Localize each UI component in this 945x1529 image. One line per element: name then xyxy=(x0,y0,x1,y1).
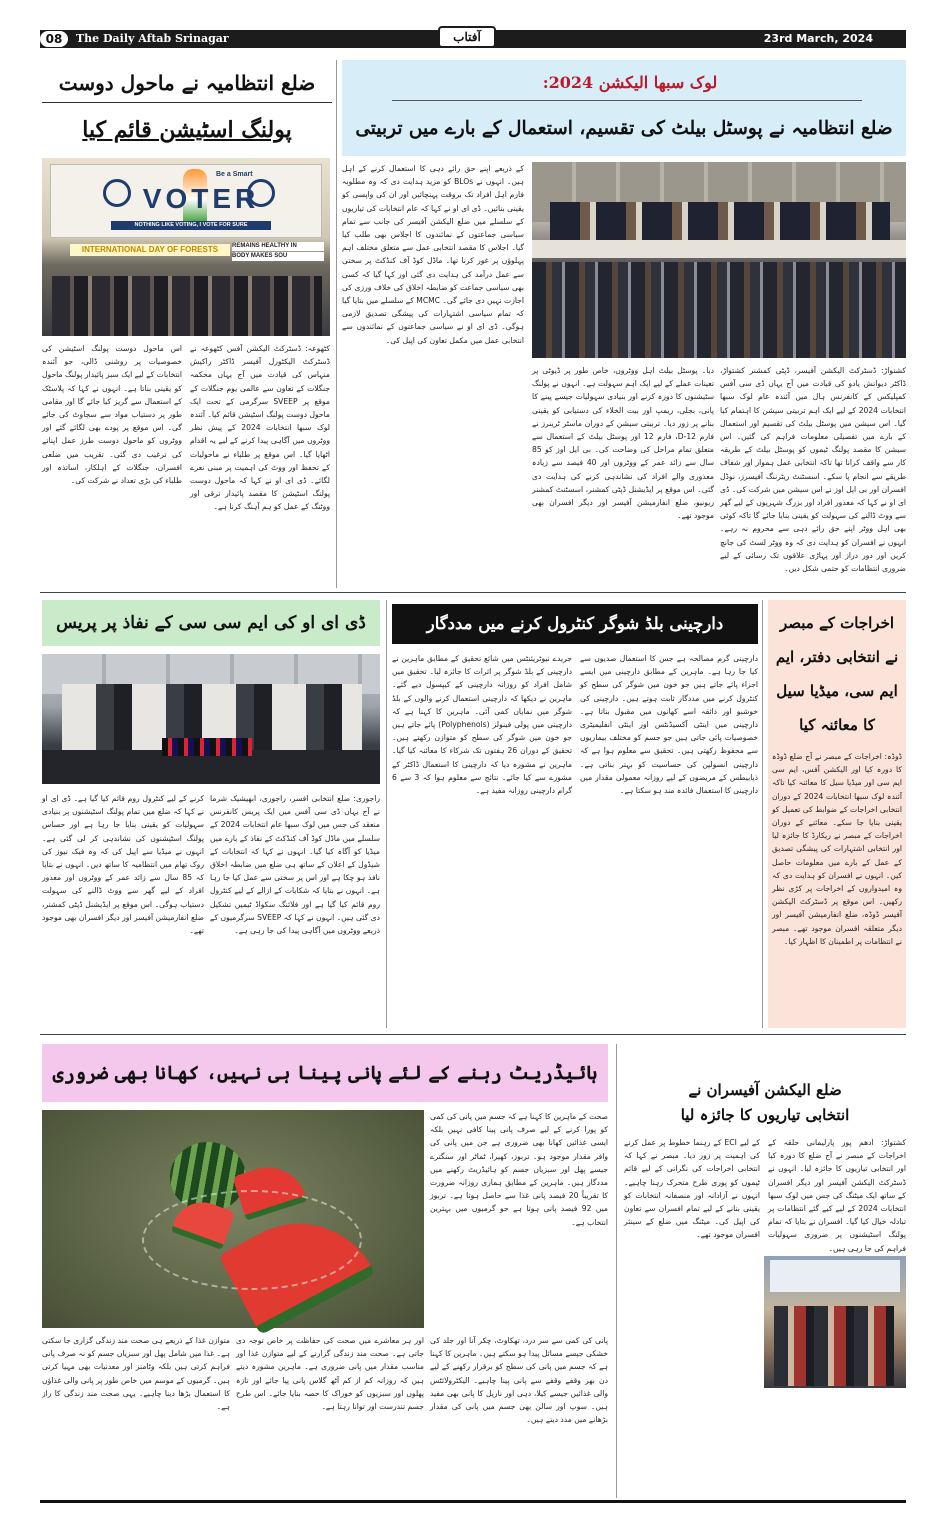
hydration-col-b: پانی کی کمی سے سر درد، تھکاوٹ، چکر آنا اور جلد کی خشکی جیسے مسائل پیدا ہو سکتے ہیں۔ ماہرین کا کہنا ہے کہ جسم میں پانی کی سطح کو برقرار رکھنے کے لیے دن بھر وقفے وقفے سے پانی پینا چاہیے۔ الیکٹرولائٹس والی غذائیں جیسے کیلا، دہی اور ناریل کا پانی بھی مفید ہیں۔ سوپ اور سالن بھی جسم میں پانی کی مقدار بڑھانے میں مدد دیتے ہیں۔ xyxy=(430,1336,608,1425)
column-rule xyxy=(386,600,387,1028)
banner-body: BODY MAKES SOU xyxy=(232,252,324,261)
election-col-a: کشتواڑ: ڈسٹرکٹ الیکشن آفیسر، ڈپٹی کمشنر کشتواڑ، ڈاکٹر دیوانش یادو کی قیادت میں آج یہاں ڈی سی آفس کمپلیکس کے کانفرنس ہال میں آئندہ عام لوک سبھا انتخابات 2024 کے لیے ایک اہم تربیتی سیشن کا اہتمام کیا گیا۔ اس سیشن میں پوسٹل بیلٹ کی تقسیم اور استعمال کے بارے میں تفصیلی معلومات فراہم کی گئیں۔ اس سیشن کا مقصد پولنگ ٹیموں کو پوسٹل بیلٹ کے طریقہ کار سے واقف کرانا تھا تاکہ انتخابی عمل ہموار اور شفاف طریقے سے انجام پا سکے۔ اسسٹنٹ ریٹرننگ آفیسرز، نوڈل افسران اور بی ایل اوز نے اس سیشن میں شرکت کی۔ ڈی ای او نے کہا کہ معذور افراد اور بزرگ شہریوں کے لیے گھر سے ووٹ ڈالنے کی سہولت کو یقینی بنایا جائے گا تاکہ کوئی بھی اہل ووٹر اپنے حق رائے دہی سے محروم نہ رہے۔ انہوں نے افسران کو ہدایت دی کہ وہ ووٹر لسٹ کی جانچ کریں اور دور دراز اور پہاڑی علاقوں تک رسائی کے لیے ضروری انتظامات کو حتمی شکل دیں۔ xyxy=(720,366,906,574)
banner-day: INTERNATIONAL DAY OF FORESTS xyxy=(70,244,230,256)
seal-icon xyxy=(103,179,131,207)
hydration-col-d: متوازن غذا کے ذریعے ہی صحت مند زندگی گزاری جا سکتی ہے۔ غذا میں شامل پھل اور سبزیاں جسم کو نہ صرف پانی فراہم کرتی ہیں بلکہ وٹامنز اور معدنیات بھی مہیا کرتی ہیں۔ گرمیوں کے موسم میں خاص طور پر پانی والی غذاؤں کا استعمال بڑھا دینا چاہیے۔ یہی صحت مند زندگی کا راز ہے۔ xyxy=(42,1336,230,1412)
banner-small: Be a Smart xyxy=(216,171,253,178)
election-headline: ضلع انتظامیہ نے پوسٹل بیلٹ کی تقسیم، استعمال کے بارے میں تربیتی xyxy=(355,118,893,139)
polling-station-col-a: کٹھوعہ: ڈسٹرکٹ الیکشن آفس کٹھوعہ نے ڈسٹرکٹ الیکٹورل آفیسر ڈاکٹر راکیش منہاس کی قیادت میں آج یہاں محکمہ جنگلات کے تعاون سے عالمی یوم جنگلات کے موقع پر SVEEP سرگرمی کے تحت ایک ماحول دوست پولنگ اسٹیشن قائم کیا۔ آئندہ لوک سبھا انتخابات 2024 کے پیش نظر ووٹروں میں آگاہی پیدا کرنے کے لیے یہ اقدام اٹھایا گیا۔ اس موقع پر طلباء نے ماحولیات کے تحفظ اور ووٹ کی اہمیت پر مبنی نعرے لگائے۔ ڈی ای او نے کہا کہ ماحول دوست پولنگ اسٹیشن کا مقصد پائیدار ترقی اور ووٹنگ کے عمل کو ہم آہنگ کرنا ہے۔ xyxy=(190,344,331,512)
polling-station-col-b: اس ماحول دوست پولنگ اسٹیشن کی خصوصیات پر روشنی ڈالی، جو آئندہ انتخابات کے لیے ایک سبز پائیدار پولنگ ماحول کو یقینی بناتا ہے۔ انہوں نے کہا کہ پلاسٹک کے استعمال سے گریز کیا جائے گا اور مقامی طور پر دستیاب مواد سے سجاوٹ کی جائے گی۔ اس موقع پر پودے بھی لگائے گئے اور ووٹروں کو ماحول دوست طرز عمل اپنانے کی ترغیب دی گئی۔ تقریب میں ضلعی افسران، جنگلات کے اہلکار، اساتذہ اور طلباء کی بڑی تعداد نے شرکت کی۔ xyxy=(42,344,182,486)
election-col-c: کے ذریعے اپنے حق رائے دہی کا استعمال کرنے کے اہل ہیں۔ انہوں نے BLOs کو مزید ہدایت دی کہ وہ مطلوبہ فارم اہل افراد تک بروقت پہنچائیں اور ان کی واپسی کو یقینی بنائیں۔ ڈی ای او نے کہا کہ عام انتخابات کی تیاریوں کے سلسلے میں ضلع الیکشن آفیسر کی جانب سے تمام سیاسی جماعتوں کے نمائندوں کا اجلاس بھی طلب کیا گیا۔ اجلاس کا مقصد انتخابی عمل سے متعلق مختلف اہم پہلوؤں پر غور کرنا تھا۔ ماڈل کوڈ آف کنڈکٹ پر سختی سے عمل درآمد کی ہدایت دی گئی اور کہا گیا کہ کسی بھی سیاسی جماعت کو ضابطہ اخلاق کی خلاف ورزی کی اجازت نہیں دی جائے گی۔ MCMC کے سلسلے میں بتایا گیا کہ تمام سیاسی اشتہارات کی پیشگی تصدیق لازمی ہوگی۔ ڈی ای او نے سیاسی جماعتوں کے نمائندوں سے انتخابی عمل میں مکمل تعاون کی اپیل کی۔ xyxy=(342,164,525,345)
section-rule xyxy=(40,1034,906,1035)
page-bottom-rule xyxy=(40,1500,906,1503)
cinnamon-col-b: جریدے نیوٹریئنٹس میں شائع تحقیق کے مطابق ماہرین نے دارچینی کے بلڈ شوگر پر اثرات کا جائزہ لیا۔ تحقیق میں شامل افراد کو روزانہ دارچینی کے کیپسول دیے گئے۔ ماہرین نے دیکھا کہ دارچینی استعمال کرنے والوں کے بلڈ شوگر میں نمایاں کمی آئی۔ ماہرین کا کہنا ہے کہ دارچینی میں پولی فینولز (Polyphenols) پائے جاتے ہیں جو خون میں شوگر کی سطح کو متوازن رکھتے ہیں۔ تحقیق کے دوران 26 ہفتوں تک شرکاء کا معائنہ کیا گیا۔ ماہرین نے مشورہ دیا کہ دارچینی کا استعمال ڈاکٹر کے مشورے سے کیا جائے۔ نتائج سے معلوم ہوا کہ 3 سے 6 گرام دارچینی روزانہ مفید ہے۔ xyxy=(392,654,573,796)
officers-headline-1: ضلع الیکشن آفیسران نے xyxy=(688,1081,842,1099)
divider xyxy=(42,102,332,103)
microphones xyxy=(162,738,252,756)
watermelon-photo xyxy=(42,1110,424,1328)
election-col-b: دیا۔ پوسٹل بیلٹ اہل ووٹروں، خاص طور پر ڈیوٹی پر تعینات عملے کے لیے ایک اہم سہولت ہے۔ انہوں نے پولنگ سٹیشنوں کا دورہ کرنے اور بنیادی سہولیات جیسے پینے کا پانی، بجلی، ریمپ اور بیت الخلاء کی دستیابی کو یقینی بنانے پر زور دیا۔ تربیتی سیشن کے دوران ماسٹر ٹرینرز نے فارم 12-D، فارم 12 اور پوسٹل بیلٹ کے استعمال سے متعلق تمام مراحل کی وضاحت کی۔ بی ایل اوز کو 85 سال سے زائد عمر کے ووٹروں اور 40 فیصد سے زیادہ معذوری والے افراد کی نشاندہی کرنے کی ہدایت دی گئی۔ اس موقع پر ایڈیشنل ڈپٹی کمشنر، اسسٹنٹ کمشنر ریونیو، ضلع انفارمیشن آفیسر اور دیگر افسران بھی موجود تھے۔ xyxy=(532,366,714,521)
officers-col-b: کے لیے ECI کے رہنما خطوط پر عمل کرنے کی اہمیت پر زور دیا۔ مبصر نے کہا کہ انتخابی اخراجات کی نگرانی کے لیے قائم ٹیموں کو پوری طرح متحرک رہنا چاہیے۔ انہوں نے آزادانہ اور منصفانہ انتخابات کو یقینی بنانے کے لیے تمام افسران سے تعاون کی اپیل کی۔ میٹنگ میں ضلع کے سینئر افسران موجود تھے۔ xyxy=(624,1138,760,1240)
election-col-c2 xyxy=(342,364,524,586)
hydration-col-a: صحت کے ماہرین کا کہنا ہے کہ جسم میں پانی کی کمی کو پورا کرنے کے لیے صرف پانی پینا کافی نہیں بلکہ ایسی غذائیں کھانا بھی ضروری ہے جن میں پانی کی وافر مقدار موجود ہو۔ تربوز، کھیرا، ٹماٹر اور سنگترے جیسے پھل اور سبزیاں جسم کو ہائیڈریٹ رکھنے میں مددگار ہیں۔ ماہرین کے مطابق ہماری روزانہ ضرورت کا تقریباً 20 فیصد پانی غذا سے حاصل ہوتا ہے۔ تربوز میں 92 فیصد پانی ہوتا ہے جو گرمیوں میں بہترین انتخاب ہے۔ xyxy=(430,1112,608,1227)
banner xyxy=(770,1260,900,1292)
section-rule xyxy=(40,592,906,593)
expenditure-headline: اخراجات کے مبصر نے انتخابی دفتر، ایم ایم سی، میڈیا سیل کا معائنہ کیا xyxy=(775,614,899,734)
expenditure-col-a: ڈوڈہ: اخراجات کے مبصر نے آج ضلع ڈوڈہ کا دورہ کیا اور الیکشن آفس، ایم سی ایم سی اور میڈیا سیل کا معائنہ کیا تاکہ آئندہ لوک سبھا انتخابات 2024 کے دوران انتخابی اخراجات کے ضوابط کی تعمیل کو یقینی بنایا جا سکے۔ معائنے کے دوران اخراجات کے مبصر نے ریکارڈ کا جائزہ لیا اور انتخابی اشتہارات کی پیشگی تصدیق کے عمل کے بارے میں معلومات حاصل کیں۔ انہوں نے افسران کو ہدایت دی کہ وہ امیدواروں کے اخراجات پر کڑی نظر رکھیں۔ اس موقع پر ڈسٹرکٹ الیکشن آفیسر ڈوڈہ، ضلع انفارمیشن آفیسر اور دیگر متعلقہ افسران موجود تھے۔ مبصر نے انتظامات پر اطمینان کا اظہار کیا۔ xyxy=(772,752,902,946)
hydration-headline: ہائیڈریٹ رہنے کے لئے پانی پینا ہی نہیں، کھانا بھی ضروری xyxy=(52,1062,598,1084)
officers-col-a: کشتواڑ: ادھم پور پارلیمانی حلقہ کے اخراجات کے مبصر نے آج ضلع کا دورہ کیا اور انتخابی تیاریوں کا جائزہ لیا۔ انہوں نے ڈسٹرکٹ الیکشن آفیسر اور دیگر افسران کے ساتھ ایک میٹنگ کی جس میں لوک سبھا انتخابات 2024 کے لیے کیے گئے انتظامات پر تبادلہ خیال کیا گیا۔ افسران نے بتایا کہ تمام پولنگ اسٹیشنوں پر ضروری سہولیات فراہم کی جا رہی ہیں۔ xyxy=(768,1138,906,1253)
press-col-a: راجوری: ضلع انتخابی افسر، راجوری، ابھیشیک شرما نے آج یہاں ڈی سی آفس میں ایک پریس کانفرنس منعقد کی جس میں لوک سبھا عام انتخابات 2024 کے سلسلے میں ماڈل کوڈ آف کنڈکٹ کے نفاذ کے بارے میں میڈیا کو آگاہ کیا گیا۔ انہوں نے کہا کہ انتخابات کے شیڈول کے اعلان کے ساتھ ہی ضلع میں ضابطہ اخلاق نافذ ہو چکا ہے اور اس پر سختی سے عمل کیا جا رہا ہے۔ انہوں نے بتایا کہ شکایات کے ازالے کے لیے کنٹرول روم قائم کیا گیا ہے اور فلائنگ سکواڈ ٹیمیں تشکیل دی گئی ہیں۔ انہوں نے کہا کہ SVEEP سرگرمیوں کے ذریعے ووٹروں میں آگاہی پیدا کی جا رہی ہے۔ xyxy=(210,794,381,936)
cinnamon-col-a: دارچینی گرم مصالحہ ہے جس کا استعمال صدیوں سے کیا جا رہا ہے۔ ماہرین کے مطابق دارچینی میں ایسے اجزاء پائے جاتے ہیں جو خون میں شوگر کی سطح کو کنٹرول کرنے میں مددگار ثابت ہوتے ہیں۔ دارچینی کی خوشبو اور ذائقہ اسے کھانوں میں مقبول بناتا ہے۔ دارچینی میں اینٹی آکسیڈنٹس اور اینٹی انفلیمیٹری خصوصیات پائی جاتی ہیں جو جسم کو مختلف بیماریوں سے محفوظ رکھتی ہیں۔ تحقیق سے معلوم ہوا ہے کہ دارچینی انسولین کی حساسیت کو بہتر بناتی ہے۔ ذیابیطس کے مریضوں کے لیے روزانہ معمولی مقدار میں دارچینی کا استعمال فائدہ مند ہو سکتا ہے۔ xyxy=(580,654,758,796)
divider xyxy=(392,100,862,101)
head-table xyxy=(532,240,906,258)
press-headline: ڈی ای او کی ایم سی سی کے نفاذ پر پریس xyxy=(56,613,366,633)
officers-meeting-photo xyxy=(764,1256,906,1388)
smart-voter-photo xyxy=(42,158,330,336)
banner-big: VOTER xyxy=(142,183,260,214)
masthead xyxy=(0,0,945,50)
column-rule xyxy=(616,1044,617,1498)
polling-station-headline-1: ضلع انتظامیہ نے ماحول دوست xyxy=(58,71,316,95)
polling-station-headline-2: پولنگ اسٹیشن قائم کیا xyxy=(82,117,292,143)
audience xyxy=(532,262,906,358)
officers-col-c xyxy=(768,1394,906,1494)
water-splash xyxy=(142,1190,362,1290)
page-number: 08 xyxy=(40,31,68,47)
officials-row xyxy=(550,202,890,242)
column-rule xyxy=(762,600,763,1028)
meeting-photo xyxy=(532,162,906,358)
officers-headline-2: انتخابی تیاریوں کا جائزہ لیا xyxy=(680,1106,850,1124)
hydration-col-c: اور ہر معاشرے میں صحت کی حفاظت پر خاص توجہ دی جاتی ہے۔ صحت مند زندگی گزارنے کے لیے متوازن غذا اور مناسب مقدار میں پانی ضروری ہے۔ ماہرین مشورہ دیتے ہیں کہ روزانہ کم از کم آٹھ گلاس پانی پیا جائے اور تازہ پھلوں اور سبزیوں کو خوراک کا حصہ بنایا جائے۔ اس طرح جسم تندرست اور توانا رہتا ہے۔ xyxy=(236,1336,424,1412)
cinnamon-headline: دارچینی بلڈ شوگر کنٹرول کرنے میں مددگار xyxy=(426,614,724,633)
people-group xyxy=(774,1306,894,1386)
press-conference-photo xyxy=(42,654,380,784)
column-rule xyxy=(336,60,337,588)
election-kicker: لوک سبھا الیکشن 2024: xyxy=(542,73,718,92)
paper-name: The Daily Aftab Srinagar xyxy=(76,32,229,45)
issue-date: 23rd March, 2024 xyxy=(763,32,873,45)
press-col-b: کرنے کے لیے کنٹرول روم قائم کیا گیا ہے۔ ڈی ای او نے کہا کہ ضلع میں تمام پولنگ اسٹیشنوں پر بنیادی سہولیات کو یقینی بنایا جا رہا ہے اور حساس پولنگ اسٹیشنوں کی نشاندہی کر لی گئی ہے۔ انہوں نے میڈیا سے اپیل کی کہ وہ فیک نیوز کی روک تھام میں انتظامیہ کا ساتھ دیں۔ انہوں نے بتایا کہ 85 سال سے زائد عمر کے ووٹروں اور معذور افراد کے لیے گھر سے ووٹ ڈالنے کی سہولت دستیاب ہوگی۔ اس موقع پر ایڈیشنل ڈپٹی کمشنر، ضلع انفارمیشن آفیسر اور دیگر افسران بھی موجود تھے۔ xyxy=(42,794,204,936)
banner-healthy: REMAINS HEALTHY IN xyxy=(232,242,324,251)
voter-banner xyxy=(50,164,322,238)
people-group xyxy=(52,276,322,336)
paper-logo: آفتاب xyxy=(438,26,496,48)
banner-tag: NOTHING LIKE VOTING, I VOTE FOR SURE xyxy=(111,221,271,230)
